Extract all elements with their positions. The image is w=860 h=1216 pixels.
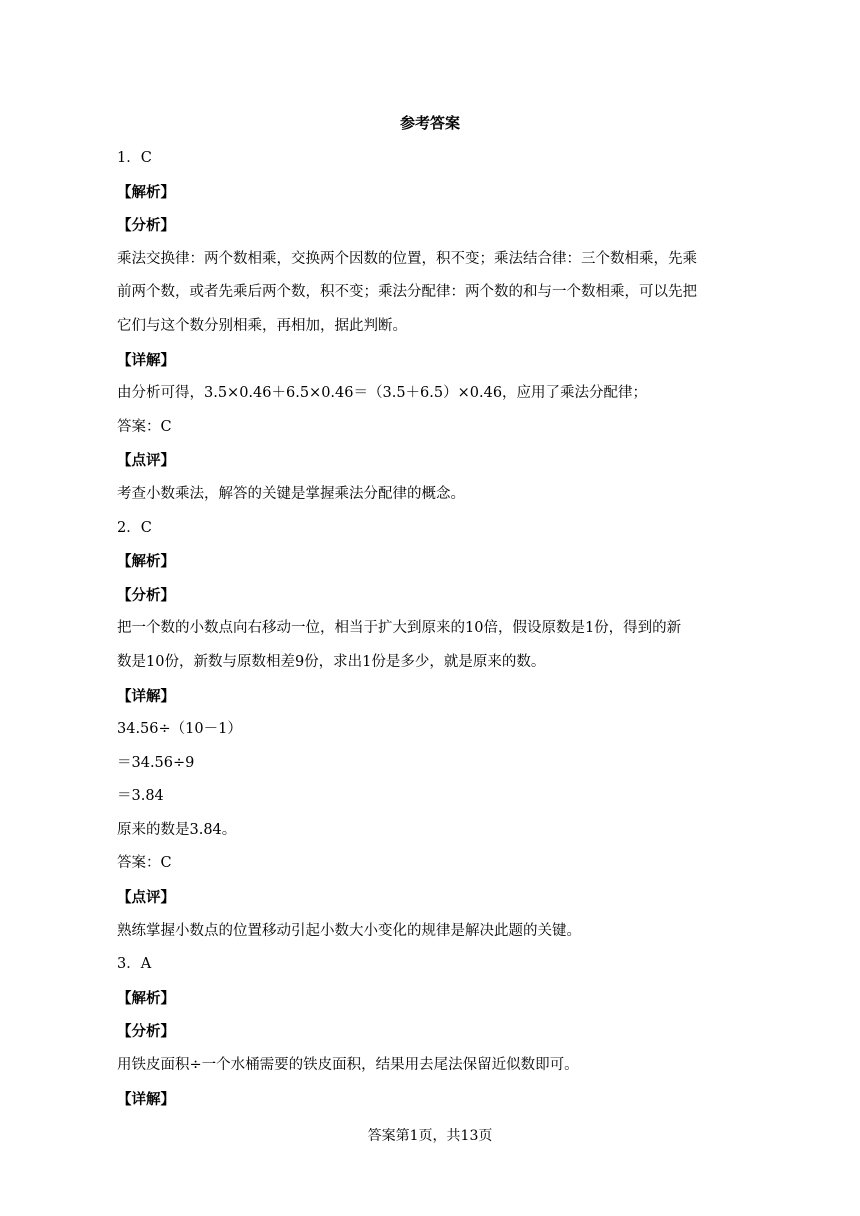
text-line: 答案：C bbox=[117, 855, 172, 872]
section-heading: 【解析】 bbox=[117, 553, 175, 571]
section-heading: 【解析】 bbox=[117, 183, 175, 201]
section-heading: 【详解】 bbox=[117, 687, 175, 705]
section-heading: 【分析】 bbox=[117, 1023, 175, 1041]
text-line: 答案：C bbox=[117, 418, 172, 435]
text-line: 1．C bbox=[117, 150, 152, 166]
section-heading: 【详解】 bbox=[117, 1090, 175, 1108]
text-line: 把一个数的小数点向右移动一位，相当于扩大到原来的10倍，假设原数是1份，得到的新 bbox=[117, 620, 682, 637]
section-heading: 【点评】 bbox=[117, 889, 175, 907]
section-heading: 【分析】 bbox=[117, 586, 175, 604]
text-line: ＝3.84 bbox=[117, 788, 164, 805]
text-line: 34.56÷（10－1） bbox=[117, 721, 242, 738]
page-footer: 答案第1页，共13页 bbox=[367, 1128, 493, 1144]
text-line: ＝34.56÷9 bbox=[117, 754, 195, 771]
text-line: 考查小数乘法，解答的关键是掌握乘法分配律的概念。 bbox=[117, 485, 465, 502]
text-line: 前两个数，或者先乘后两个数，积不变；乘法分配律：两个数的和与一个数相乘，可以先把 bbox=[117, 284, 697, 301]
text-line: 2．C bbox=[117, 519, 152, 536]
section-heading: 【详解】 bbox=[117, 351, 175, 369]
text-line: 数是10份，新数与原数相差9份，求出1份是多少，就是原来的数。 bbox=[117, 653, 546, 670]
text-line: 熟练掌握小数点的位置移动引起小数大小变化的规律是解决此题的关键。 bbox=[117, 922, 581, 939]
text-line: 3．A bbox=[117, 956, 152, 973]
text-line: 它们与这个数分别相乘，再相加，据此判断。 bbox=[117, 317, 407, 334]
section-heading: 【点评】 bbox=[117, 452, 175, 470]
text-line: 乘法交换律：两个数相乘，交换两个因数的位置，积不变；乘法结合律：三个数相乘，先乘 bbox=[117, 250, 697, 267]
text-line: 由分析可得，3.5×0.46＋6.5×0.46＝（3.5＋6.5）×0.46，应用了乘法分配律； bbox=[117, 385, 648, 402]
text-line: 原来的数是3.84。 bbox=[117, 821, 237, 838]
page-title: 参考答案 bbox=[399, 114, 460, 132]
section-heading: 【解析】 bbox=[117, 989, 175, 1007]
section-heading: 【分析】 bbox=[117, 217, 175, 235]
text-line: 用铁皮面积÷一个水桶需要的铁皮面积，结果用去尾法保留近似数即可。 bbox=[117, 1057, 579, 1074]
answer-content bbox=[117, 142, 745, 1116]
